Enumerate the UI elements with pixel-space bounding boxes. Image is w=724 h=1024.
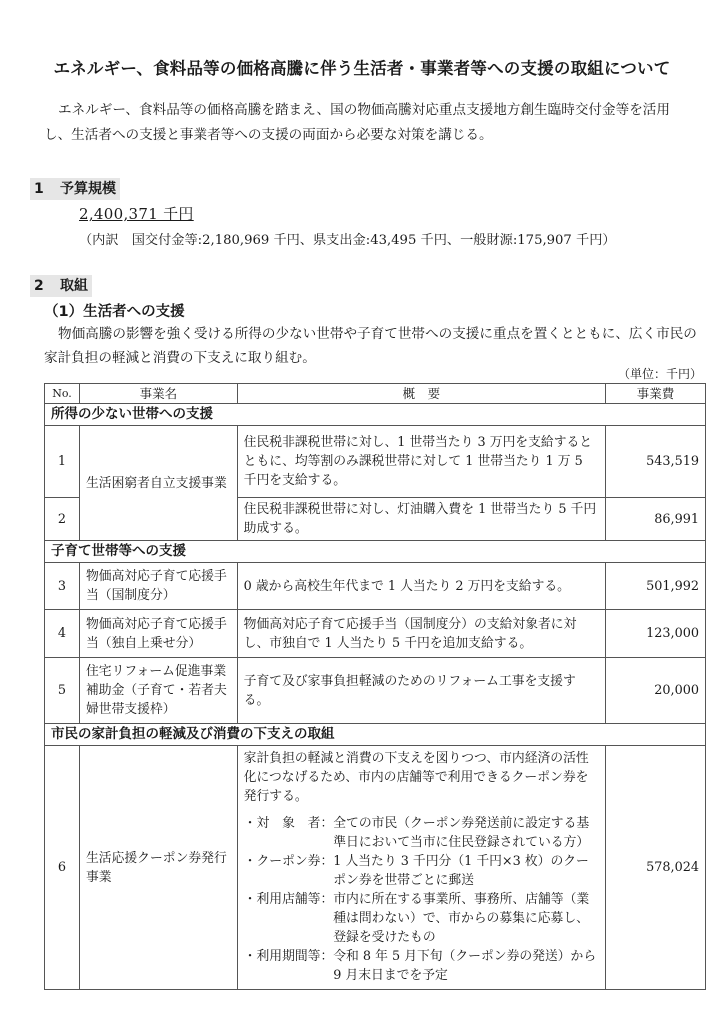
- detail-item: [244, 814, 599, 852]
- detail-label: ・利用店舗等：: [243, 892, 334, 907]
- row-summary: 住民税非課税世帯に対し、1 世帯当たり 3 万円を支給するとともに、均等割のみ課税世帯に対して 1 世帯当たり 1 万 5 千円を支給する。: [237, 426, 605, 498]
- header-cost: 事業費: [606, 384, 706, 404]
- section2-heading: [30, 275, 92, 297]
- table-row: [45, 746, 706, 990]
- support-table: [44, 383, 706, 990]
- category-row: [45, 404, 706, 426]
- row-name: 生活応援クーポン券発行事業: [79, 746, 237, 990]
- row-name: 物価高対応子育て応援手当（国制度分）: [79, 563, 237, 610]
- row-summary: 0 歳から高校生年代まで 1 人当たり 2 万円を支給する。: [237, 563, 605, 610]
- table-row: [45, 563, 706, 610]
- row-cost: 123,000: [606, 610, 706, 658]
- table-row: [45, 426, 706, 498]
- row-no: 2: [45, 498, 80, 541]
- detail-item: [244, 947, 599, 985]
- intro-paragraph: [44, 98, 694, 148]
- table-row: [45, 610, 706, 658]
- detail-label: ・対 象 者：: [243, 816, 334, 831]
- budget-total: 2,400,371 千円: [79, 205, 194, 223]
- table-header-row: [45, 384, 706, 404]
- budget-breakdown: （内訳 国交付金等:2,180,969 千円、県支出金:43,495 千円、一般財源:175,907 千円）: [79, 233, 616, 248]
- detail-item: [244, 852, 599, 890]
- row-cost: 20,000: [606, 658, 706, 724]
- category-row: [45, 541, 706, 563]
- section1-title: 予算規模: [60, 181, 116, 197]
- category-label: 所得の少ない世帯への支援: [45, 404, 706, 426]
- detail-label: ・クーポン券：: [243, 854, 334, 869]
- row-no: 1: [45, 426, 80, 498]
- header-no: No.: [45, 384, 80, 404]
- section1-number: 1: [34, 181, 44, 197]
- header-summary: 概 要: [237, 384, 605, 404]
- row-no: 3: [45, 563, 80, 610]
- row-name: 住宅リフォーム促進事業補助金（子育て・若者夫婦世帯支援枠）: [79, 658, 237, 724]
- row-name: 物価高対応子育て応援手当（独自上乗せ分）: [79, 610, 237, 658]
- row-cost: 86,991: [606, 498, 706, 541]
- category-row: [45, 724, 706, 746]
- detail-label: ・利用期間等：: [243, 949, 334, 964]
- detail-text: 令和 8 年 5 月下旬（クーポン券の発送）から 9 月末日までを予定: [333, 949, 597, 983]
- row-no: 4: [45, 610, 80, 658]
- row-summary: 子育て及び家事負担軽減のためのリフォーム工事を支援する。: [237, 658, 605, 724]
- page-title: エネルギー、食料品等の価格高騰に伴う生活者・事業者等への支援の取組について: [53, 59, 671, 78]
- subsection1-body: [44, 322, 704, 370]
- section1-heading: [30, 178, 120, 200]
- unit-label: （単位：千円）: [617, 367, 702, 381]
- table-row: [45, 658, 706, 724]
- subsection1-heading: （1）生活者への支援: [44, 304, 185, 320]
- detail-item: [244, 890, 599, 947]
- subsection1-text: 物価高騰の影響を強く受ける所得の少ない世帯や子育て世帯への支援に重点を置くとともに、広く市民の家計負担の軽減と消費の下支えに取り組む。: [44, 326, 697, 366]
- row-cost: 543,519: [606, 426, 706, 498]
- category-label: 市民の家計負担の軽減及び消費の下支えの取組: [45, 724, 706, 746]
- row-name: 生活困窮者自立支援事業: [79, 426, 237, 541]
- row-summary-cell: [237, 746, 605, 990]
- intro-text: エネルギー、食料品等の価格高騰を踏まえ、国の物価高騰対応重点支援地方創生臨時交付金等を活用し、生活者への支援と事業者等への支援の両面から必要な対策を講じる。: [44, 102, 670, 143]
- section2-title: 取組: [60, 278, 88, 294]
- row-cost: 501,992: [606, 563, 706, 610]
- section2-number: 2: [34, 278, 44, 294]
- category-label: 子育て世帯等への支援: [45, 541, 706, 563]
- detail-text: 1 人当たり 3 千円分（1 千円×3 枚）のクーポン券を世帯ごとに郵送: [333, 854, 589, 888]
- detail-text: 市内に所在する事業所、事務所、店舗等（業種は問わない）で、市からの募集に応募し、登録を受けたもの: [333, 892, 590, 945]
- row-summary: 家計負担の軽減と消費の下支えを図りつつ、市内経済の活性化につなげるため、市内の店舗等で利用できるクーポン券を発行する。: [243, 751, 589, 804]
- row-no: 5: [45, 658, 80, 724]
- header-name: 事業名: [79, 384, 237, 404]
- row-no: 6: [45, 746, 80, 990]
- row-cost: 578,024: [606, 746, 706, 990]
- detail-text: 全ての市民（クーポン券発送前に設定する基準日において当市に住民登録されている方）: [333, 816, 590, 850]
- row-summary: 住民税非課税世帯に対し、灯油購入費を 1 世帯当たり 5 千円助成する。: [237, 498, 605, 541]
- row-summary: 物価高対応子育て応援手当（国制度分）の支給対象者に対し、市独自で 1 人当たり 5 千円を追加支給する。: [237, 610, 605, 658]
